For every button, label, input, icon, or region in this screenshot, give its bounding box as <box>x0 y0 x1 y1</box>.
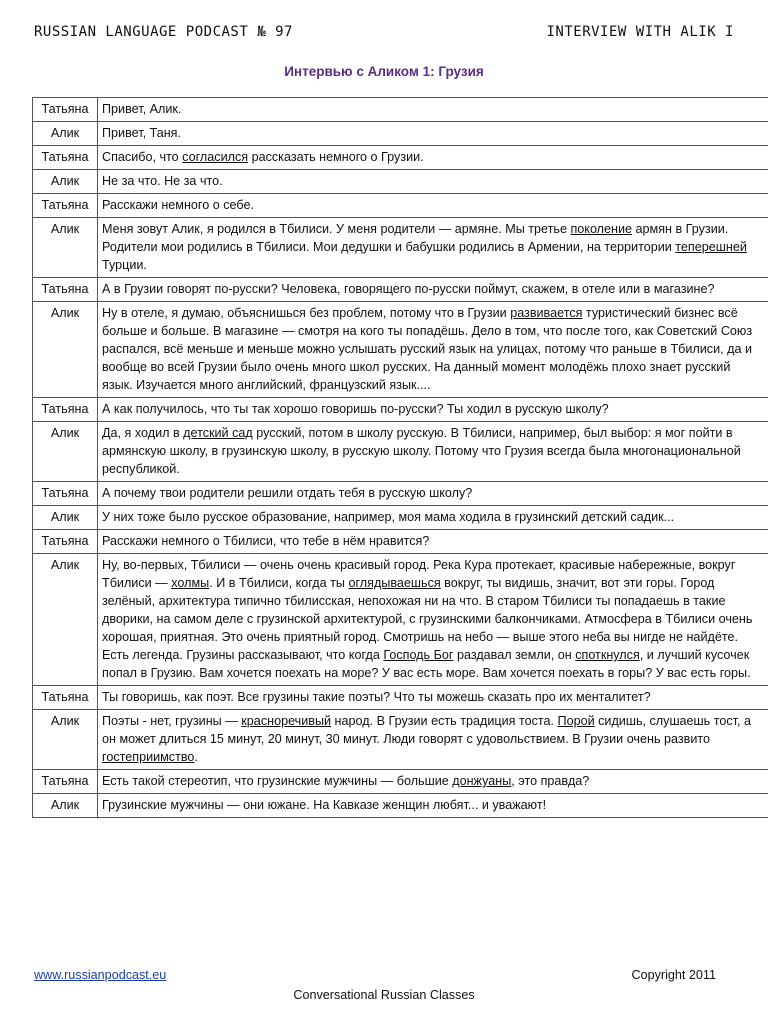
dialogue-row <box>33 482 768 506</box>
utterance-text <box>98 218 768 278</box>
text-fragment: Поэты - нет, грузины — <box>102 714 242 728</box>
speaker-name: Алик <box>33 710 98 770</box>
text-fragment: А в Грузии говорят по-русски? Человека, говорящего по-русски поймут, скажем, в отеле или в магазине? <box>102 282 715 296</box>
dialogue-row <box>33 194 768 218</box>
text-fragment: раздавал земли, он <box>453 648 576 662</box>
page-header <box>34 24 734 46</box>
text-fragment: , и лучший кусочек попал в Грузию. Вам хочется поехать на море? У вас есть море. Вам хочется поехать в горы? У вас есть горы. <box>102 648 751 680</box>
utterance-text <box>98 398 768 422</box>
speaker-name: Татьяна <box>33 98 98 122</box>
text-fragment: народ. В Грузии есть традиция тоста. <box>331 714 558 728</box>
vocab-word: согласился <box>182 150 249 164</box>
dialogue-row <box>33 302 768 398</box>
utterance-text <box>98 98 768 122</box>
utterance-text <box>98 194 768 218</box>
vocab-word: детский сад <box>183 426 253 440</box>
utterance-text <box>98 794 768 818</box>
utterance-text <box>98 170 768 194</box>
page-title: Интервью с Аликом 1: Грузия <box>284 64 484 79</box>
utterance-text <box>98 770 768 794</box>
text-fragment: рассказать немного о Грузии. <box>248 150 424 164</box>
utterance-text <box>98 530 768 554</box>
text-fragment: . <box>194 750 198 764</box>
dialogue-row <box>33 98 768 122</box>
text-fragment: вокруг, ты видишь, значит, вот эти горы. Город зелёный, архитектура типично тбилисская, непохожая ни на что. В старом Тбилиси ты попадаешь в такие дворики, на самом деле с грузинской архитектурой, с грузинскими балкончиками. Атмосфера в Тбилиси очень хорошая, приятная. Это очень приятный город. Смотришь на небо — выше этого неба вы нигде не найдёте. Есть легенда. Грузины рассказывают, что когда <box>102 576 753 662</box>
vocab-word: Господь Бог <box>383 648 454 662</box>
text-fragment: Ты говоришь, как поэт. Все грузины такие поэты? Что ты можешь сказать про их менталитет? <box>102 690 651 704</box>
text-fragment: А почему твои родители решили отдать тебя в русскую школу? <box>102 486 473 500</box>
text-fragment: Грузинские мужчины — они южане. На Кавказе женщин любят... и уважают! <box>102 798 547 812</box>
dialogue-row <box>33 146 768 170</box>
dialogue-row <box>33 398 768 422</box>
speaker-name: Алик <box>33 554 98 686</box>
vocab-word: холмы <box>171 576 210 590</box>
text-fragment: А как получилось, что ты так хорошо говоришь по-русски? Ты ходил в русскую школу? <box>102 402 609 416</box>
speaker-name: Алик <box>33 122 98 146</box>
text-fragment: Турции. <box>102 258 147 272</box>
copyright: Copyright 2011 <box>631 968 716 982</box>
text-fragment: туристический бизнес всё больше и больше. В магазине — смотря на кого ты попадёшь. Дело в том, что после того, как Советский Союз распался, всё меньше и меньше можно услышать русский язык на улицах, потому что раньше в Тбилиси, да и вообще во всей Грузии было очень много школ русских. На данный момент молодёжь плохо знает русский язык. Изучается много английский, французский язык.... <box>102 306 753 392</box>
vocab-word: развивается <box>510 306 583 320</box>
speaker-name: Алик <box>33 506 98 530</box>
utterance-text <box>98 302 768 398</box>
speaker-name: Татьяна <box>33 482 98 506</box>
speaker-name: Алик <box>33 302 98 398</box>
speaker-name: Алик <box>33 422 98 482</box>
text-fragment: Есть такой стереотип, что грузинские мужчины — большие <box>102 774 453 788</box>
dialogue-row <box>33 770 768 794</box>
text-fragment: Ну, во-первых, Тбилиси — очень очень красивый город. Река Кура протекает, красивые набережные, вокруг Тбилиси — <box>102 558 736 590</box>
dialogue-row <box>33 794 768 818</box>
speaker-name: Татьяна <box>33 686 98 710</box>
interview-label: INTERVIEW WITH ALIK I <box>546 24 734 40</box>
dialogue-table <box>32 97 768 818</box>
text-fragment: . И в Тбилиси, когда ты <box>209 576 349 590</box>
vocab-word: красноречивый <box>241 714 332 728</box>
dialogue-row <box>33 422 768 482</box>
speaker-name: Татьяна <box>33 530 98 554</box>
text-fragment: Ну в отеле, я думаю, объяснишься без проблем, потому что в Грузии <box>102 306 511 320</box>
dialogue-row <box>33 170 768 194</box>
speaker-name: Алик <box>33 218 98 278</box>
speaker-name: Алик <box>33 794 98 818</box>
text-fragment: Да, я ходил в <box>102 426 184 440</box>
text-fragment: Расскажи немного о себе. <box>102 198 254 212</box>
utterance-text <box>98 554 768 686</box>
vocab-word: поколение <box>570 222 633 236</box>
dialogue-row <box>33 506 768 530</box>
footer-subtitle: Conversational Russian Classes <box>293 988 475 1002</box>
utterance-text <box>98 422 768 482</box>
utterance-text <box>98 482 768 506</box>
text-fragment: русский, потом в школу русскую. В Тбилиси, например, был выбор: я мог пойти в армянскую школу, в грузинскую школу, в русскую школу. Потому что Грузия всегда была многонациональной республикой. <box>102 426 741 476</box>
speaker-name: Татьяна <box>33 146 98 170</box>
dialogue-row <box>33 122 768 146</box>
text-fragment: Спасибо, что <box>102 150 183 164</box>
utterance-text <box>98 686 768 710</box>
speaker-name: Татьяна <box>33 278 98 302</box>
text-fragment: Привет, Таня. <box>102 126 181 140</box>
vocab-word: гостеприимство <box>102 750 195 764</box>
utterance-text <box>98 122 768 146</box>
dialogue-row <box>33 710 768 770</box>
dialogue-row <box>33 278 768 302</box>
text-fragment: , это правда? <box>511 774 590 788</box>
vocab-word: оглядываешься <box>348 576 441 590</box>
dialogue-row <box>33 530 768 554</box>
utterance-text <box>98 710 768 770</box>
text-fragment: Меня зовут Алик, я родился в Тбилиси. У меня родители — армяне. Мы третье <box>102 222 571 236</box>
vocab-word: Порой <box>557 714 595 728</box>
text-fragment: У них тоже было русское образование, например, моя мама ходила в грузинский детский садик... <box>102 510 675 524</box>
text-fragment: Привет, Алик. <box>102 102 182 116</box>
dialogue-row <box>33 686 768 710</box>
speaker-name: Татьяна <box>33 194 98 218</box>
speaker-name: Татьяна <box>33 770 98 794</box>
text-fragment: Расскажи немного о Тбилиси, что тебе в нём нравится? <box>102 534 430 548</box>
vocab-word: споткнулся <box>575 648 640 662</box>
podcast-number: RUSSIAN LANGUAGE PODCAST № 97 <box>34 24 293 40</box>
speaker-name: Алик <box>33 170 98 194</box>
vocab-word: теперешней <box>675 240 747 254</box>
website-link[interactable]: www.russianpodcast.eu <box>34 968 167 982</box>
dialogue-row <box>33 218 768 278</box>
vocab-word: донжуаны <box>452 774 512 788</box>
text-fragment: сидишь, слушаешь тост, а он может длиться 15 минут, 20 минут, 30 минут. Люди говорят с удовольствием. В Грузии очень развито <box>102 714 752 746</box>
text-fragment: Не за что. Не за что. <box>102 174 223 188</box>
utterance-text <box>98 146 768 170</box>
dialogue-row <box>33 554 768 686</box>
speaker-name: Татьяна <box>33 398 98 422</box>
utterance-text <box>98 278 768 302</box>
text-fragment: армян в Грузии. Родители мои родились в Тбилиси. Мои дедушки и бабушки родились в Армении, на территории <box>102 222 729 254</box>
utterance-text <box>98 506 768 530</box>
